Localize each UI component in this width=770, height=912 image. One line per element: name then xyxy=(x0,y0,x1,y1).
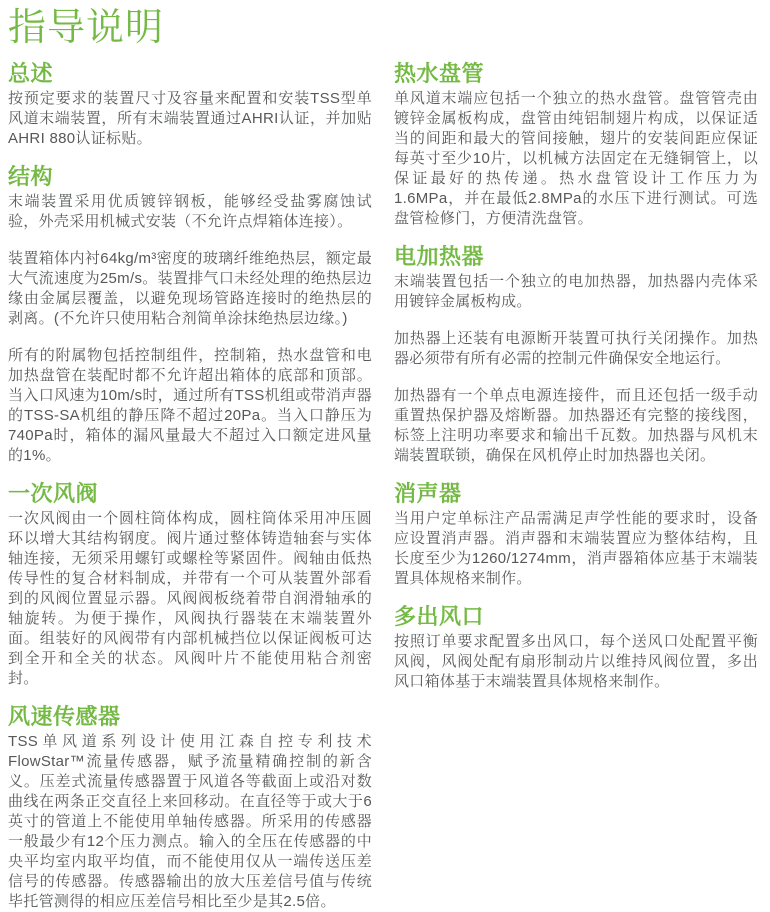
section-primary-air-damper-paragraph-1: 一次风阀由一个圆柱筒体构成，圆柱筒体采用冲压圆环以增大其结构钢度。阀片通过整体铸造轴套与实体轴连接，无须采用螺钉或螺栓等紧固件。阀轴由低热传导性的复合材料制成，并带有一个可从装置外部看到的风阀位置显示器。风阀阀板绕着带自润滑轴承的轴旋转。为便于操作，风阀执行器装在末端装置外面。组装好的风阀带有内部机械挡位以保证阀板可达到全开和全关的状态。风阀叶片不能使用粘合剂密封。 xyxy=(8,510,372,687)
section-primary-air-damper xyxy=(8,482,372,689)
section-structure-heading: 结构 xyxy=(8,164,54,189)
section-structure xyxy=(8,165,372,466)
right-column xyxy=(394,6,758,793)
section-electric-heater-paragraph-3: 加热器有一个单点电源连接件，而且还包括一级手动重置热保护器及熔断器。加热器还有完整的接线图，标签上注明功率要求和输出千瓦数。加热器与风机末端装置联锁，确保在风机停止时加热器也关闭。 xyxy=(394,387,758,464)
section-silencer-heading: 消声器 xyxy=(394,481,462,506)
section-hot-water-coil-heading: 热水盘管 xyxy=(394,61,485,86)
section-silencer xyxy=(394,482,758,589)
section-primary-air-damper-heading: 一次风阀 xyxy=(8,481,99,506)
section-electric-heater-paragraph-1: 末端装置包括一个独立的电加热器，加热器内壳体采用镀锌金属板构成。 xyxy=(394,273,758,310)
section-silencer-paragraph-1: 当用户定单标注产品需满足声学性能的要求时，设备应设置消声器。消声器和末端装置应为整体结构，且长度至少为1260/1274mm，消声器箱体应基于末端装置具体规格来制作。 xyxy=(394,510,758,587)
section-electric-heater xyxy=(394,245,758,466)
section-structure-paragraph-2: 装置箱体内衬64kg/m³密度的玻璃纤维绝热层，额定最大气流速度为25m/s。装置排气口未经处理的绝热层边缘由金属层覆盖，以避免现场管路连接时的绝热层的剥离。(不允许只使用粘合剂简单涂抹绝热层边缘。) xyxy=(8,250,372,327)
section-multiple-outlets-heading: 多出风口 xyxy=(394,604,485,629)
section-general-paragraph-1: 按预定要求的装置尺寸及容量来配置和安装TSS型单风道末端装置，所有末端装置通过AHRI认证，并加贴AHRI 880认证标贴。 xyxy=(8,90,372,147)
section-general xyxy=(8,62,372,149)
left-column xyxy=(8,6,372,910)
section-electric-heater-paragraph-2: 加热器上还装有电源断开装置可执行关闭操作。加热器必须带有所有必需的控制元件确保安全地运行。 xyxy=(394,330,758,367)
section-general-heading: 总述 xyxy=(8,61,54,86)
section-air-velocity-sensor-paragraph-1: TSS单风道系列设计使用江森自控专利技术FlowStar™流量传感器，赋予流量精确控制的新含义。压差式流量传感器置于风道各等截面上或沿对数曲线在两条正交直径上来回移动。在直径等于或大于6英寸的管道上不能使用单轴传感器。所采用的传感器一般最少有12个压力测点。输入的全压在传感器的中央平均室内取平均值，而不能使用仅从一端传送压差信号的传感器。传感器输出的放大压差信号值与传统毕托管测得的相应压差信号相比至少是其2.5倍。 xyxy=(8,733,372,910)
section-hot-water-coil xyxy=(394,62,758,229)
section-multiple-outlets-paragraph-1: 按照订单要求配置多出风口，每个送风口处配置平衡风阀，风阀处配有扇形制动片以维持风阀位置，多出风口箱体基于末端装置具体规格来制作。 xyxy=(394,633,758,690)
page-title: 指导说明 xyxy=(8,7,165,49)
section-air-velocity-sensor-heading: 风速传感器 xyxy=(8,704,121,729)
section-structure-paragraph-1: 末端装置采用优质镀锌钢板，能够经受盐雾腐蚀试验，外壳采用机械式安装（不允许点焊箱体连接）。 xyxy=(8,193,372,230)
section-hot-water-coil-paragraph-1: 单风道末端应包括一个独立的热水盘管。盘管管壳由镀锌金属板构成，盘管由纯铝制翅片构成，以保证适当的间距和最大的管间接触，翅片的安装间距应保证每英寸至少10片，以机械方法固定在无缝铜管上，以保证最好的热传递。热水盘管设计工作压力为1.6MPa，并在最低2.8MPa的水压下进行测试。可选盘管检修门，方便清洗盘管。 xyxy=(394,90,758,227)
section-electric-heater-heading: 电加热器 xyxy=(394,244,485,269)
section-structure-paragraph-3: 所有的附属物包括控制组件，控制箱，热水盘管和电加热盘管在装配时都不允许超出箱体的底部和顶部。当入口风速为10m/s时，通过所有TSS机组或带消声器的TSS-SA机组的静压降不超过20Pa。当入口静压为740Pa时，箱体的漏风量最大不超过入口额定进风量的1%。 xyxy=(8,347,372,464)
section-multiple-outlets xyxy=(394,605,758,692)
section-air-velocity-sensor xyxy=(8,705,372,912)
